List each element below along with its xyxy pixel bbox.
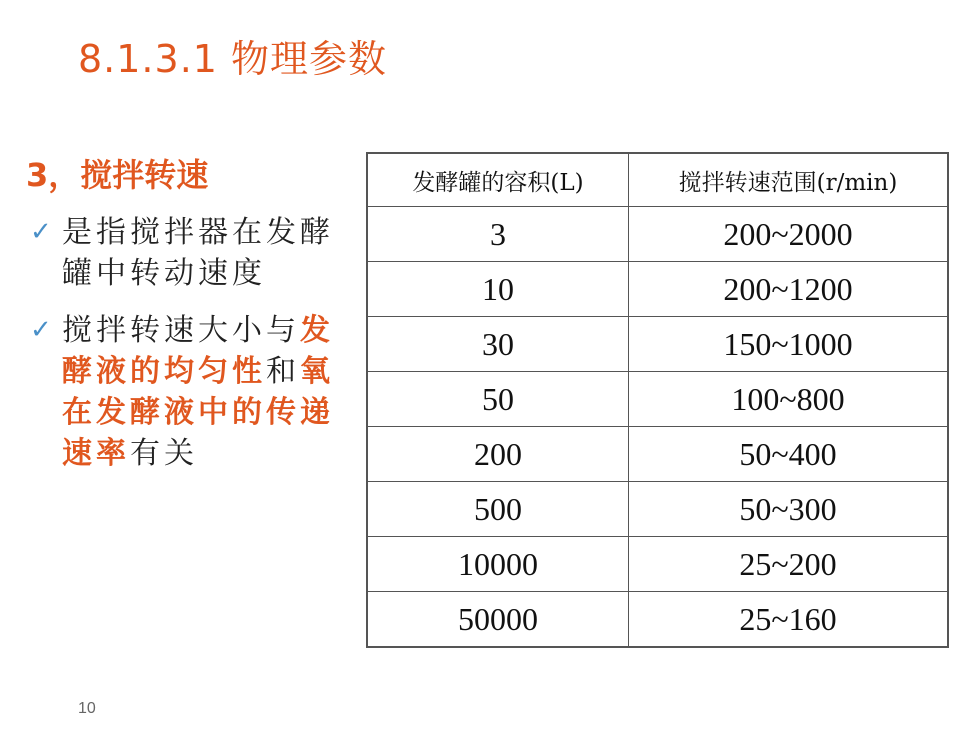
bullet-text: 搅拌转速大小与: [62, 313, 300, 348]
bullet-text: 和: [266, 354, 300, 389]
checkmark-icon: ✓: [30, 315, 56, 345]
table-row: [367, 537, 948, 592]
cell-volume: 200: [367, 427, 629, 482]
table-row: [367, 262, 948, 317]
bullet-text: 是指搅拌器在发酵罐中转动速度: [62, 215, 334, 291]
slide-title: 8.1.3.1 物理参数: [78, 37, 388, 81]
cell-speed: 150~1000: [629, 317, 949, 372]
bullet-text: 有关: [130, 436, 198, 471]
cell-speed: 50~300: [629, 482, 949, 537]
table-row: [367, 592, 948, 648]
cell-volume: 10: [367, 262, 629, 317]
agitation-speed-table: [366, 152, 949, 648]
cell-volume: 50: [367, 372, 629, 427]
table-row: [367, 372, 948, 427]
section-heading: 3，搅拌转速: [26, 156, 209, 194]
cell-volume: 50000: [367, 592, 629, 648]
bullet-item: [30, 310, 350, 474]
cell-speed: 200~1200: [629, 262, 949, 317]
cell-speed: 50~400: [629, 427, 949, 482]
table-row: [367, 317, 948, 372]
cell-speed: 25~160: [629, 592, 949, 648]
cell-speed: 200~2000: [629, 207, 949, 262]
header-volume: 发酵罐的容积(L): [367, 153, 629, 207]
cell-volume: 10000: [367, 537, 629, 592]
table-header-row: [367, 153, 948, 207]
table-row: [367, 482, 948, 537]
highlight-text: 氧在发酵液中的传递速率: [62, 354, 334, 471]
cell-speed: 100~800: [629, 372, 949, 427]
header-speed-range: 搅拌转速范围(r/min): [629, 153, 949, 207]
table-row: [367, 207, 948, 262]
bullet-list: [30, 212, 350, 490]
cell-speed: 25~200: [629, 537, 949, 592]
bullet-item: [30, 212, 350, 294]
checkmark-icon: ✓: [30, 217, 56, 247]
table-row: [367, 427, 948, 482]
cell-volume: 500: [367, 482, 629, 537]
cell-volume: 30: [367, 317, 629, 372]
page-number: 10: [78, 700, 96, 717]
cell-volume: 3: [367, 207, 629, 262]
highlight-text: 发酵液的均匀性: [62, 313, 334, 389]
